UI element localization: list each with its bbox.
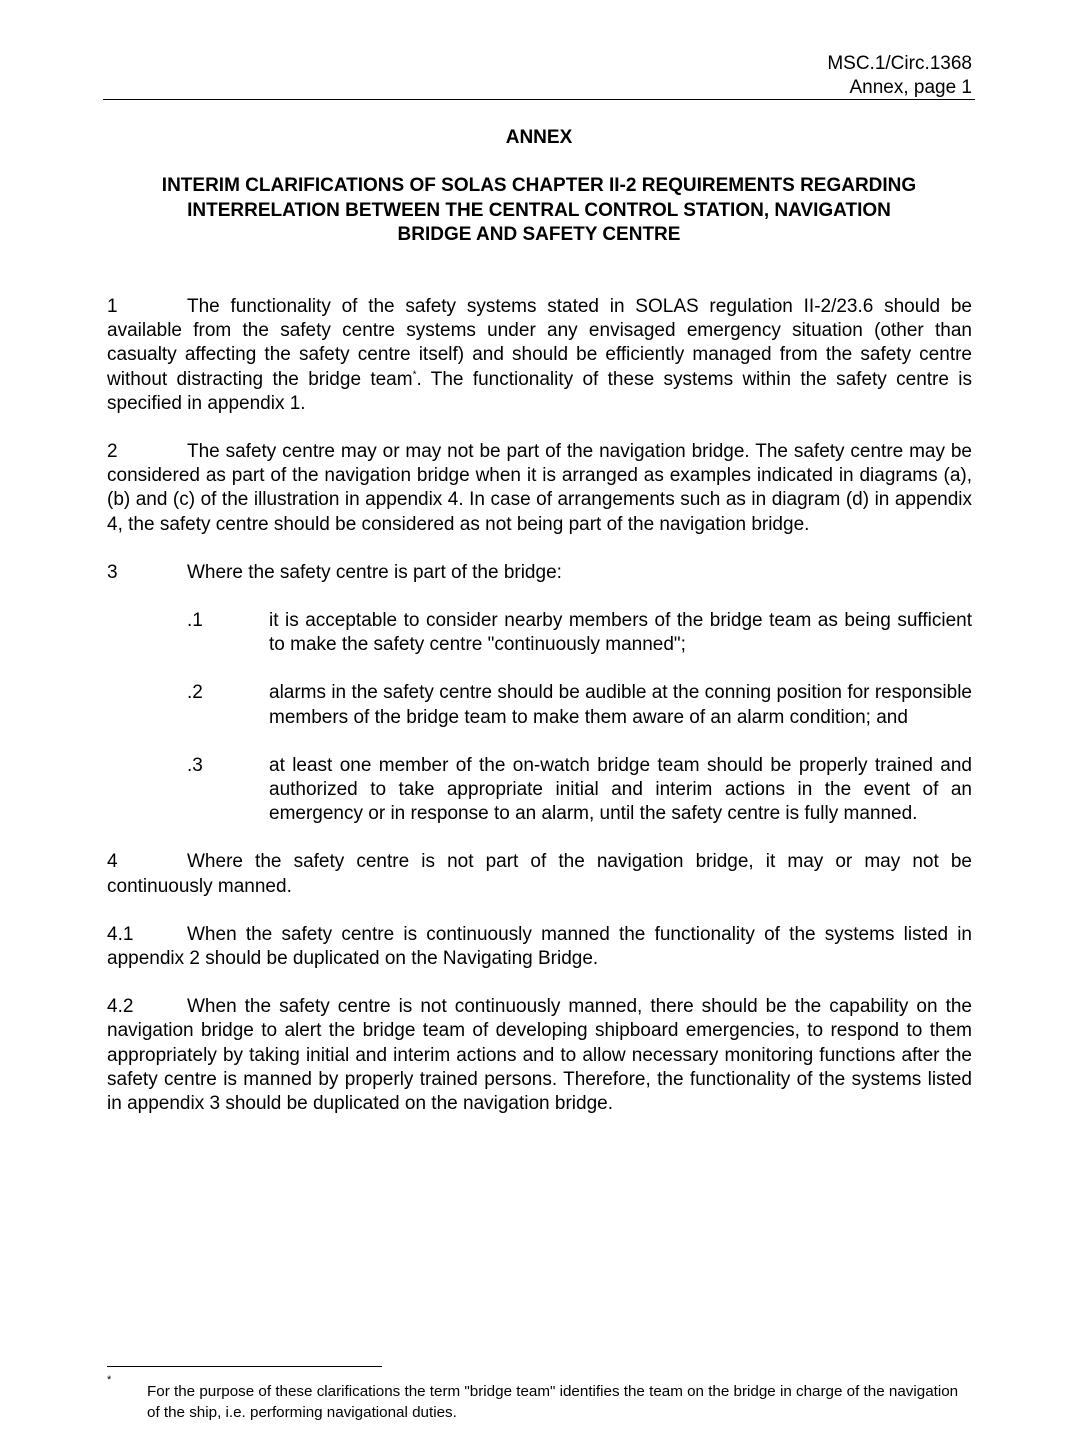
footnote-mark: * (107, 1374, 112, 1386)
paragraph-1 (107, 295, 972, 416)
sub-item-3 (107, 754, 972, 827)
paragraph-text: When the safety centre is continuously manned the functionality of the systems listed in appendix 2 should be duplicated on the Navigating Bridge. (107, 923, 972, 970)
paragraph-4 (107, 850, 972, 898)
paragraph-2 (107, 440, 972, 537)
paragraph-number: 3 (107, 561, 118, 583)
document-body (107, 295, 972, 1140)
paragraph-4-1 (107, 923, 972, 971)
title-line: INTERIM CLARIFICATIONS OF SOLAS CHAPTER II-2 REQUIREMENTS REGARDING (161, 175, 917, 196)
paragraph-number: 2 (107, 441, 118, 463)
sub-item-text: at least one member of the on-watch bridge team should be properly trained and authorized to take appropriate initial and interim actions in the event of an emergency or in response to an alarm, until the safety centre is fully manned. (269, 754, 972, 825)
header-divider (103, 99, 975, 100)
footnote-divider (107, 1366, 382, 1367)
doc-reference: MSC.1/Circ.1368 (827, 53, 972, 74)
sub-item-2 (107, 681, 972, 729)
paragraph-text-continued: . The functionality of these systems within the safety centre is specified in appendix 1. (107, 368, 972, 414)
footnote-text: For the purpose of these clarifications the term "bridge team" identifies the team on the bridge in charge of the navigation of the ship, i.e. performing navigational duties. (147, 1383, 959, 1421)
paragraph-number: 1 (107, 296, 118, 317)
sub-item-number: .1 (187, 610, 203, 632)
paragraph-number: 4.2 (107, 996, 134, 1018)
paragraph-number: 4 (107, 851, 118, 873)
page-header (827, 52, 972, 100)
document-title (103, 174, 975, 248)
sub-item-1 (107, 609, 972, 657)
page-reference: Annex, page 1 (849, 77, 972, 98)
paragraph-text: The functionality of the safety systems stated in SOLAS regulation II-2/23.6 should be available from the safety centre systems under any envisaged emergency situation (other than casualty affecting the safety centre itself) and should be efficiently managed from the safety centre without distracting the bridge team (107, 296, 972, 390)
title-line: BRIDGE AND SAFETY CENTRE (397, 224, 681, 245)
sub-item-text: it is acceptable to consider nearby members of the bridge team as being sufficient to make the safety centre "continuously manned"; (269, 610, 972, 656)
paragraph-text: When the safety centre is not continuously manned, there should be the capability on the navigation bridge to alert the bridge team of developing shipboard emergencies, to respond to them appropriately by taking initial and interim actions and to allow necessary monitoring functions after the safety centre is manned by properly trained persons. Therefore, the functionality of the systems listed in appendix 3 should be duplicated on the navigation bridge. (107, 996, 972, 1115)
sub-item-number: .2 (187, 682, 203, 704)
sub-item-text: alarms in the safety centre should be audible at the conning position for responsible members of the bridge team to make them aware of an alarm condition; and (269, 682, 972, 728)
title-line: INTERRELATION BETWEEN THE CENTRAL CONTROL STATION, NAVIGATION (187, 199, 891, 221)
paragraph-4-2 (107, 995, 972, 1116)
paragraph-3 (107, 561, 972, 585)
sub-item-number: .3 (187, 754, 203, 776)
paragraph-text: The safety centre may or may not be part of the navigation bridge. The safety centre may be considered as part of the navigation bridge when it is arranged as examples indicated in diagrams (a), (b) and (c) of the illustration in appendix 4. In case of arrangements such as in diagram (d) in appendix 4, the safety centre should be considered as not being part of the navigation bridge. (107, 441, 972, 535)
paragraph-text: Where the safety centre is not part of the navigation bridge, it may or may not be continuously manned. (107, 851, 972, 897)
annex-title: ANNEX (505, 127, 573, 148)
paragraph-number: 4.1 (107, 923, 134, 945)
footnote-reference: * (412, 369, 417, 381)
paragraph-text: Where the safety centre is part of the bridge: (187, 561, 562, 583)
